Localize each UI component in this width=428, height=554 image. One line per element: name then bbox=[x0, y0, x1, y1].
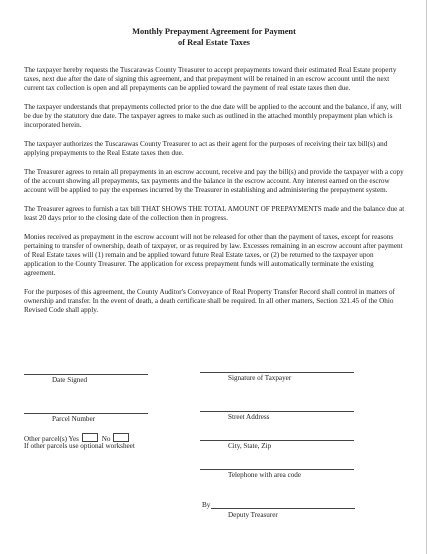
no-label: No bbox=[101, 435, 111, 443]
date-signed-label: Date Signed bbox=[52, 376, 88, 384]
deputy-treasurer-label: Deputy Treasurer bbox=[228, 511, 278, 519]
paragraph-due-date: The taxpayer understands that prepayments collected prior to the due date will be applied to the account and the balance, if any, will be due by the statutory due date. The taxpayer agrees to make such as outlined in the attached monthly prepayment plan which is incorporated herein. bbox=[24, 103, 402, 129]
paragraph-monies-release: Monies received as prepayment in the escrow account will not be released for other than the payment of taxes, except for reasons pertaining to transfer of ownership, death of taxpayer, or as required by law. Excesses remaining in an escrow account after payment of Real Estate taxes will (1) remain and be applied toward future Real Estate taxes, or (2) be returned to the taxpayer upon application to the County Treasurer. The application for excess prepayment funds will automatically terminate the existing agreement. bbox=[24, 233, 403, 277]
paragraph-tax-bill: The Treasurer agrees to furnish a tax bill THAT SHOWS THE TOTAL AMOUNT OF PREPAYMENTS made and the balance due at least 20 days prior to the closing date of the collection then in progress. bbox=[24, 205, 405, 223]
paragraph-ownership: For the purposes of this agreement, the County Auditor's Conveyance of Real Property Transfer Record shall control in matters of ownership and transfer. In the event of death, a death certificate shall be required. In all other matters, Section 321.45 of the Ohio Revised Code shall apply. bbox=[24, 288, 395, 314]
page-edge bbox=[426, 0, 427, 554]
city-state-zip-line[interactable] bbox=[200, 440, 354, 441]
yes-checkbox[interactable] bbox=[82, 433, 98, 442]
other-parcels-label: Other parcel(s) Yes bbox=[24, 435, 79, 443]
parcel-number-label: Parcel Number bbox=[52, 415, 96, 423]
telephone-line[interactable] bbox=[200, 469, 354, 470]
parcel-number-line[interactable] bbox=[24, 413, 148, 414]
by-label: By bbox=[202, 501, 211, 509]
street-address-line[interactable] bbox=[200, 411, 354, 412]
street-address-label: Street Address bbox=[228, 413, 270, 421]
worksheet-note: If other parcels use optional worksheet bbox=[24, 442, 135, 450]
paragraph-escrow-account: The Treasurer agrees to retain all prepayments in an escrow account, receive and pay the bill(s) and provide the taxpayer with a copy of the account showing all prepayments, tax payments and the balance in the escrow account. Any interest earned on the escrow account will be applied to pay the expenses incurred by the Treasurer in establishing and administering the prepayment system. bbox=[24, 168, 404, 194]
title-line-1: Monthly Prepayment Agreement for Payment bbox=[132, 27, 296, 36]
page-title bbox=[0, 26, 428, 48]
taxpayer-signature-line[interactable] bbox=[200, 372, 354, 373]
agreement-body bbox=[24, 66, 406, 325]
deputy-treasurer-line[interactable] bbox=[211, 508, 355, 509]
taxpayer-signature-label: Signature of Taxpayer bbox=[228, 374, 292, 382]
telephone-label: Telephone with area code bbox=[228, 471, 302, 479]
paragraph-agent-authorization: The taxpayer authorizes the Tuscarawas County Treasurer to act as their agent for the purposes of receiving their tax bill(s) and applying prepayments to the Real Estate taxes then due. bbox=[24, 140, 388, 157]
city-state-zip-label: City, State, Zip bbox=[228, 442, 272, 450]
paragraph-prepayment-request: The taxpayer hereby requests the Tuscarawas County Treasurer to accept prepayments toward their estimated Real Estate property taxes, next due after the date of signing this agreement, and that prepayment will be retained in an escrow account until the next current tax collection is open and all prepayments can be applied toward the payment of real estate taxes then due. bbox=[24, 66, 397, 92]
date-signed-line[interactable] bbox=[24, 374, 148, 375]
title-line-2: of Real Estate Taxes bbox=[178, 38, 250, 47]
no-checkbox[interactable] bbox=[113, 433, 129, 442]
